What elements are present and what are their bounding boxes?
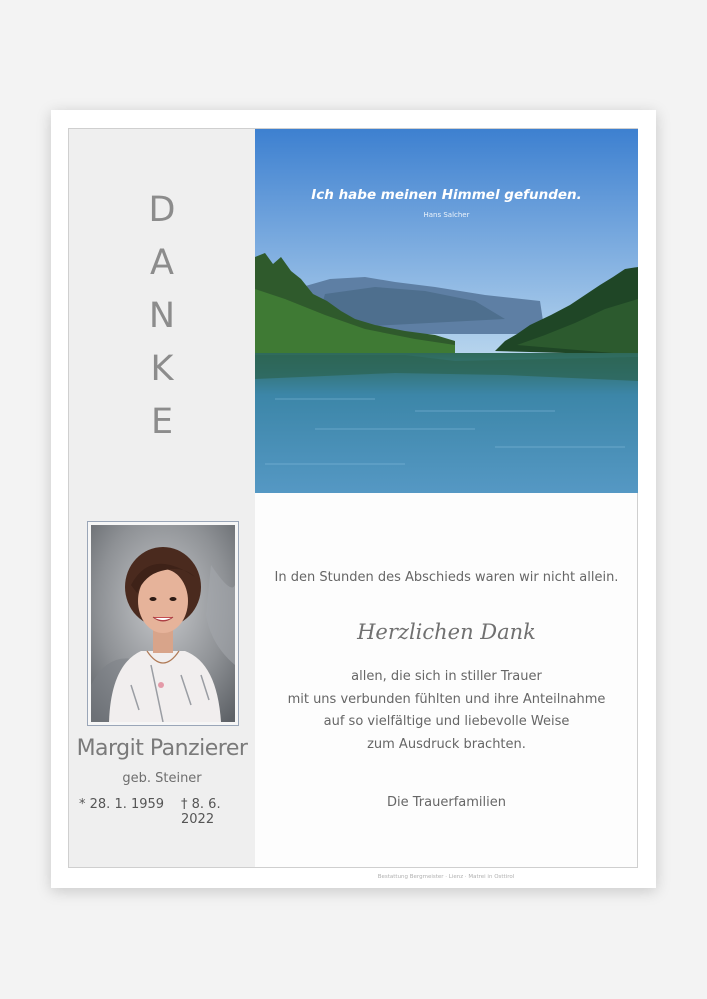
thanks-heading: Herzlichen Dank — [357, 620, 536, 644]
birth-date: * 28. 1. 1959 — [79, 797, 165, 812]
portrait-image — [91, 525, 235, 722]
danke-letter: D — [148, 190, 176, 230]
danke-vertical-heading — [69, 184, 255, 449]
message-line: mit uns verbunden fühlten und ihre Anteilnahme — [287, 691, 606, 707]
message-line: zum Ausdruck brachten. — [367, 736, 526, 752]
lead-sentence: In den Stunden des Abschieds waren wir nicht allein. — [274, 570, 619, 585]
portrait-photo — [87, 521, 239, 726]
lake-landscape-photo — [255, 129, 638, 493]
danke-letter: K — [150, 349, 174, 389]
death-date: † 8. 6. 2022 — [181, 797, 221, 827]
landscape-image — [255, 129, 638, 493]
signoff: Die Trauerfamilien — [387, 795, 506, 810]
thank-you-card — [51, 110, 656, 888]
danke-letter: E — [150, 402, 174, 442]
quote-author: Hans Salcher — [423, 211, 470, 219]
left-panel — [69, 129, 255, 867]
danke-letter: N — [148, 296, 176, 336]
funeral-home-footer: Bestattung Bergmeister · Lienz · Matrei in Osttirol — [377, 874, 515, 880]
danke-letter: A — [150, 243, 174, 283]
photo-quote: Ich habe meinen Himmel gefunden. — [311, 187, 582, 203]
card-frame — [68, 128, 638, 868]
message-line: allen, die sich in stiller Trauer — [351, 669, 542, 684]
deceased-name: Margit Panzierer — [76, 736, 248, 761]
message-line: auf so vielfältige und liebevolle Weise — [323, 714, 570, 729]
birth-name: geb. Steiner — [122, 771, 202, 786]
thanks-message — [255, 666, 638, 756]
